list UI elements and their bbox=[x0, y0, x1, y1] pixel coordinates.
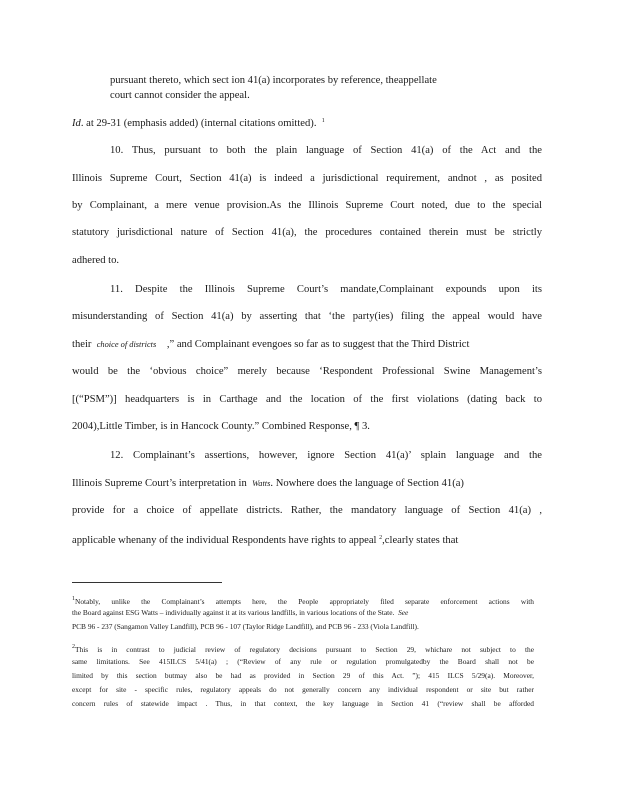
footnote-ref-1: 1 bbox=[321, 118, 325, 124]
footnote-2-marker: 2 bbox=[72, 644, 75, 650]
para-11-line-1: 11. Despite the Illinois Supreme Court’s mandate,Complainant expounds upon its bbox=[110, 284, 542, 295]
footnote-1-marker: 1 bbox=[72, 596, 75, 602]
footnote-1-line-3: PCB 96 - 237 (Sangamon Valley Landfill), PCB 96 - 107 (Taylor Ridge Landfill), and PCB 96 - 233 (Viola Landfill). bbox=[72, 622, 419, 631]
para-11-line-3-start: their bbox=[72, 339, 92, 350]
citation-text: . at 29-31 (emphasis added) (internal citations omitted). bbox=[80, 118, 317, 129]
para-11-line-4: would be the ‘obvious choice” merely because ‘Respondent Professional Swine Management’s bbox=[72, 366, 542, 377]
para-12-line-3: provide for a choice of appellate districts. Rather, the mandatory language of Section 41(a) , bbox=[72, 505, 542, 516]
para-12-line-2-end: . Nowhere does the language of Section 41(a) bbox=[270, 478, 464, 489]
para-10-line-3: by Complainant, a mere venue provision.As the Illinois Supreme Court noted, due to the special bbox=[72, 200, 542, 211]
footnote-2-line-2: same limitations. See 415ILCS 5/41(a) ; (“Review of any rule or regulation promulgatedby the Board shall not be bbox=[72, 657, 534, 666]
para-10-line-5: adhered to. bbox=[72, 255, 120, 266]
para-12-line-4 bbox=[72, 532, 458, 547]
footnote-2-line-4: except for site - specific rules, regulatory appeals do not generally concern any individual respondent or site but rather bbox=[72, 685, 534, 694]
para-12-line-4-start: applicable whenany of the individual Respondents have rights to appeal bbox=[72, 535, 377, 546]
footnote-separator bbox=[72, 582, 222, 583]
para-11-line-5: [(“PSM”)] headquarters is in Carthage and the location of the first violations (dating back to bbox=[72, 394, 542, 405]
footnote-2-line-1: $^2$This is in contrast to judicial review of regulatory decisions pursuant to Section 29, whichare not subject to the bbox=[72, 644, 534, 654]
block-quote-line-2: court cannot consider the appeal. bbox=[110, 90, 250, 101]
choice-of-districts-italic: choice of districts bbox=[96, 340, 157, 349]
footnote-ref-2: 2 bbox=[379, 535, 383, 541]
footnote-2-line-5: concern rules of statewide impact . Thus, in that context, the key language in Section 41 (“review shall be afforded bbox=[72, 699, 534, 708]
para-12-line-2-start: Illinois Supreme Court’s interpretation in bbox=[72, 478, 247, 489]
para-10-line-4: statutory jurisdictional nature of Section 41(a), the procedures contained therein must be strictly bbox=[72, 227, 542, 238]
para-11-line-3 bbox=[72, 338, 469, 351]
para-11-line-2: misunderstanding of Section 41(a) by asserting that ‘the party(ies) filing the appeal would have bbox=[72, 311, 542, 322]
para-12-line-1: 12. Complainant’s assertions, however, ignore Section 41(a)’ splain language and the bbox=[110, 450, 542, 461]
block-quote-line-1: pursuant thereto, which sect ion 41(a) incorporates by reference, theappellate bbox=[110, 75, 437, 86]
para-12-line-4-end: ,clearly states that bbox=[382, 535, 459, 546]
para-12-line-2 bbox=[72, 477, 464, 490]
footnote-1-line-1: $^1$Notably, unlike the Complainant’s attempts here, the People appropriately filed separate enforcement actions with bbox=[72, 596, 534, 606]
citation-id: Id bbox=[72, 118, 81, 129]
para-11-line-6: 2004),Little Timber, is in Hancock County.” Combined Response, ¶ 3. bbox=[72, 421, 370, 432]
footnote-1-see-italic: See bbox=[398, 608, 409, 617]
footnote-1-line-2: the Board against ESG Watts – individually against it at its various landfills, in various locations of the State. See bbox=[72, 608, 409, 617]
para-10-line-1: 10. Thus, pursuant to both the plain language of Section 41(a) of the Act and the bbox=[110, 145, 542, 156]
footnote-2-line-3: limited by this section butmay also be had as provided in Section 29 of this Act. ”); 415 ILCS 5/29(a). Moreover, bbox=[72, 671, 534, 680]
para-10-line-2: Illinois Supreme Court, Section 41(a) is indeed a jurisdictional requirement, andnot , as posited bbox=[72, 173, 542, 184]
citation-line bbox=[72, 115, 325, 130]
para-11-line-3-end: ,” and Complainant evengoes so far as to suggest that the Third District bbox=[166, 339, 470, 350]
watts-italic: Watts bbox=[252, 479, 271, 488]
